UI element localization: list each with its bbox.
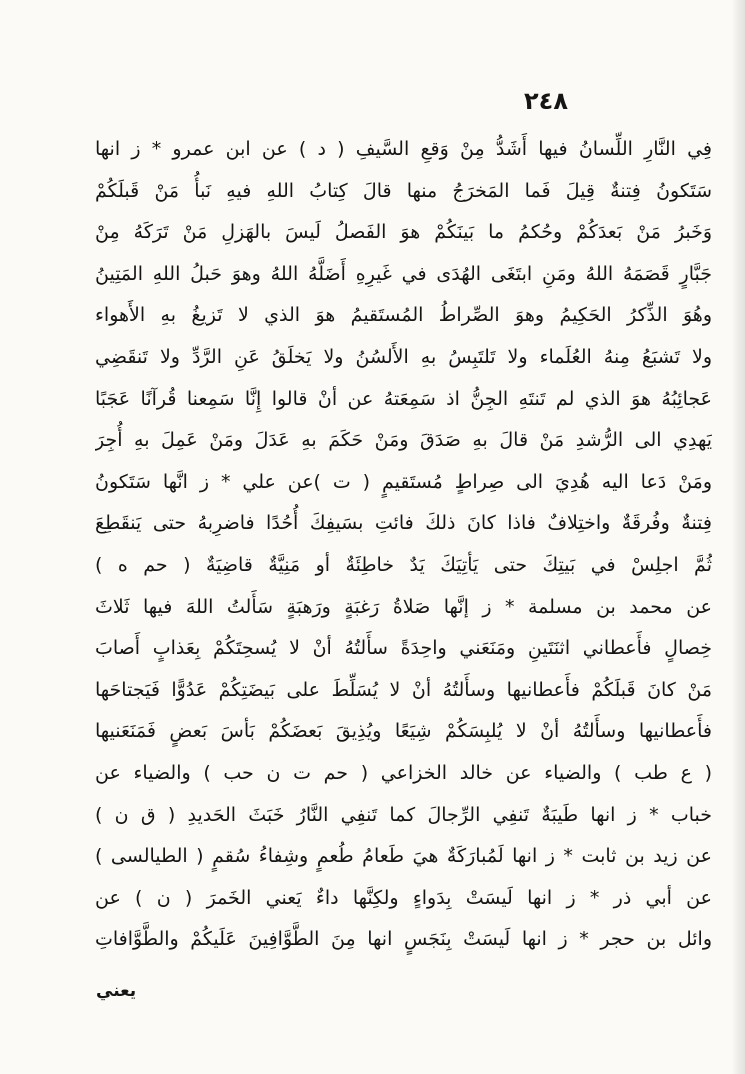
text-line: ثُمَّ اجلِسْ في بَيتِكَ حتى يَأتِيَكَ يَدٌ خاطِئَةٌ أو مَنِيَّةٌ قاضِيَةٌ ( حم ه )	[95, 553, 712, 576]
text-line: عَجائِبُهُ هوَ الذي لم تَنتَهِ الجِنُّ اذ سَمِعَتهُ عن أنْ قالوا إِنَّا سَمِعنا قُرآنًا عَجَبًا	[95, 387, 712, 410]
page-number: ٢٤٨	[524, 87, 568, 115]
text-line: جَبَّارٍ قَصَمَهُ اللهُ ومَنِ ابتَغَى الهُدَى في غَيرِهِ أَضَلَّهُ اللهُ وهوَ حَبلُ اللهِ المَتِينُ	[95, 262, 712, 285]
page-body	[95, 129, 712, 961]
text-line: عن زيد بن ثابت * ز انها لَمُبارَكَةٌ هيَ طَعامُ طُعمٍ وشِفاءُ سُقمٍ ( الطيالسى )	[95, 845, 712, 868]
text-line: ولا تَشبَعُ مِنهُ العُلَماء ولا تَلتَبِسُ بهِ الأَلسُنُ ولا يَخلَقُ عَنِ الرَّدِّ ولا تَنقَضِي	[95, 345, 712, 368]
text-line: وَخَبرُ مَنْ بَعدَكُمْ وحُكمُ ما بَينَكُمْ هوَ الفَصلُ لَيسَ بالهَزلِ مَنْ تَرَكَهُ مِنْ	[95, 221, 712, 244]
text-line: فِتنةٌ وفُرقَةٌ واختِلافٌ فاذا كانَ ذلكَ فائتِ بسَيفِكَ أُحُدًا فاضرِبهُ حتى يَنقَطِعَ	[95, 512, 712, 535]
text-line: خباب * ز انها طَيبَةٌ تَنفِي الرِّجالَ كما تَنفِي النَّارُ خَبَثَ الحَديدِ ( ق ن )	[95, 803, 712, 826]
text-line: فِي النَّارِ اللِّسانُ فيها أَشَدُّ مِنْ وَقعِ السَّيفِ ( د ) عن ابن عمرو * ز انها	[95, 138, 712, 160]
text-line: وائل بن حجر * ز انها لَيسَتْ بِنَجَسٍ انها مِنَ الطَّوَّافِينَ عَلَيكُمْ والطَّوَّافاتِ	[95, 928, 712, 951]
page-edge-shadow	[731, 0, 745, 1074]
text-line: ( ع طب ) والضياء عن خالد الخزاعي ( حم ت ن حب ) والضياء عن	[95, 761, 712, 784]
text-line: فأَعطانيها وسأَلتُهُ أنْ لا يُلبِسَكُمْ شِيَعًا ويُذِيقَ بَعضَكُمْ بَأسَ بَعضٍ فَمَنَعَنيها	[95, 720, 712, 743]
text-line: عن محمد بن مسلمة * ز إنَّها صَلاةُ رَغبَةٍ ورَهبَةٍ سَأَلتُ اللهَ فيها ثَلاثَ	[95, 595, 712, 618]
text-line: عن أبي ذر * ز انها لَيسَتْ بِدَواءٍ ولكِنَّها داءٌ يَعني الخَمرَ ( ن ) عن	[95, 886, 712, 909]
text-line: سَتَكونُ فِتنةٌ قِيلَ فَما المَخرَجُ منها قالَ كِتابُ اللهِ فيهِ نَبأُ مَنْ قَبلَكُمْ	[95, 179, 712, 202]
text-line: ومَنْ دَعا اليه هُدِيَ الى صِراطٍ مُستَقيمٍ ( ت )عن علي * ز انَّها سَتَكونُ	[95, 470, 712, 493]
text-line: يَهدِي الى الرُّشدِ مَنْ قالَ بهِ صَدَقَ ومَنْ حَكَمَ بهِ عَدَلَ ومَنْ عَمِلَ بهِ أُجِرَ	[95, 429, 712, 452]
text-line: خِصالٍ فأَعطاني اثنَتَينِ ومَنَعَني واحِدَةً سأَلتُهُ أنْ لا يُسحِتَكُمْ بِعَذابٍ أَصابَ	[95, 637, 712, 660]
catchword: يعني	[96, 981, 137, 1001]
text-line: وهُوَ الذِّكرُ الحَكِيمُ وهوَ الصِّراطُ المُستَقيمُ هوَ الذي لا تَزيغُ بهِ الأَهواء	[95, 304, 712, 327]
text-line: مَنْ كانَ قَبلَكُمْ فأَعطانيها وسأَلتُهُ أنْ لا يُسَلِّطَ على بَيضَتِكُمْ عَدُوًّا فَيَجتاحَها	[95, 678, 712, 701]
